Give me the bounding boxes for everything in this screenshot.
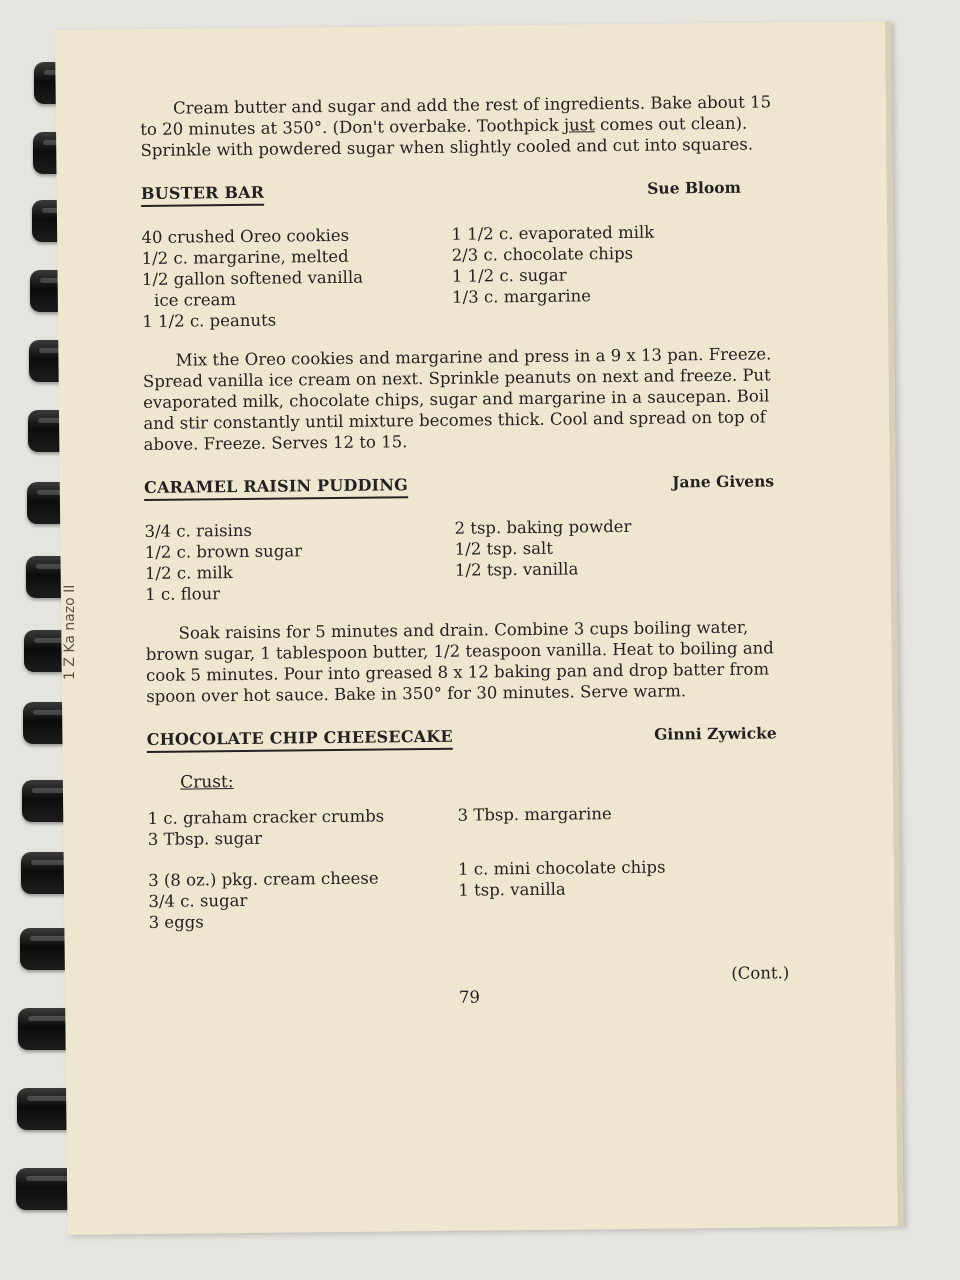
filling-ingredients <box>148 855 789 933</box>
recipe-author: Sue Bloom <box>647 177 742 198</box>
ingredient: 1 1/2 c. peanuts <box>142 310 277 331</box>
crust-subheading: Crust: <box>180 772 234 793</box>
page-number: 79 <box>458 987 481 1007</box>
recipe-header <box>141 176 781 207</box>
ingredient: 3/4 c. sugar <box>148 890 248 911</box>
page-content <box>140 91 790 1011</box>
ingredients-col-2 <box>458 855 779 929</box>
ingredient: 3 (8 oz.) pkg. cream cheese <box>148 868 379 890</box>
recipe-header <box>147 722 787 753</box>
ingredient: 3/4 c. raisins <box>144 520 253 541</box>
crust-ingredients <box>147 801 787 850</box>
ingredient: 3 Tbsp. sugar <box>147 828 263 849</box>
ingredient: 1 tsp. vanilla <box>458 879 566 900</box>
intro-text-b: comes out clean). Sprinkle with powdered sugar when slightly cooled and cut into squares. <box>140 113 754 160</box>
ingredients-col-1 <box>147 805 457 850</box>
ingredient: 1/2 c. brown sugar <box>144 541 303 562</box>
recipe-directions: Soak raisins for 5 minutes and drain. Combine 3 cups boiling water, brown sugar, 1 tablespoon butter, 1/2 teaspoon vanilla. Heat to boiling and cook 5 minutes. Pour into greased 8 x 12 baking pan and drop batter from spoon over hot sauce. Bake in 350° for 30 minutes. Serve warm. <box>145 617 774 706</box>
ingredient: 1 1/2 c. evaporated milk <box>451 222 655 244</box>
ingredients <box>141 220 782 332</box>
ingredient: 2/3 c. chocolate chips <box>451 243 634 265</box>
ingredients <box>144 514 785 605</box>
recipe-header <box>144 470 784 501</box>
ingredient: 1/2 gallon softened vanilla <box>141 267 364 289</box>
recipe-directions: Mix the Oreo cookies and margarine and press in a 9 x 13 pan. Freeze. Spread vanilla ice cream on next. Sprinkle peanuts on next and freeze. Put evaporated milk, chocolate chips, sugar and margarine in a saucepan. Boil and stir constantly until mixture becomes thick. Cool and spread on top of above. Freeze. Serves 12 to 15. <box>142 344 772 454</box>
recipe-title: BUSTER BAR <box>141 182 264 207</box>
ingredient: 2 tsp. baking powder <box>454 516 632 538</box>
recipe-title: CHOCOLATE CHIP CHEESECAKE <box>147 726 453 753</box>
ingredient: 1 c. graham cracker crumbs <box>147 806 385 828</box>
recipe-author: Ginni Zywicke <box>654 723 777 744</box>
ingredient: 1 c. flour <box>145 584 221 604</box>
ingredients-col-2 <box>451 220 772 328</box>
recipe-author: Jane Givens <box>672 471 775 492</box>
ingredient: 1 c. mini chocolate chips <box>457 857 666 879</box>
ingredients-col-1 <box>144 518 455 605</box>
intro-paragraph <box>140 91 781 161</box>
ingredient: 1/2 c. margarine, melted <box>141 246 349 268</box>
ingredient: 1/2 c. milk <box>144 563 233 583</box>
recipe-title: CARAMEL RAISIN PUDDING <box>144 474 408 501</box>
ingredient: 1/2 tsp. salt <box>454 538 554 559</box>
ingredient: 1 1/2 c. sugar <box>451 265 567 286</box>
ingredients-col-1 <box>148 859 459 933</box>
ingredient: ice cream <box>154 290 237 310</box>
continued-note: (Cont.) <box>731 963 790 983</box>
ingredient: 1/3 c. margarine <box>452 286 592 307</box>
ingredients-col-2 <box>454 514 775 601</box>
spine-text: 1 Z Ka nazo II <box>62 584 78 680</box>
ingredient: 40 crushed Oreo cookies <box>141 225 350 247</box>
ingredients-col-2 <box>457 801 777 846</box>
ingredient: 1/2 tsp. vanilla <box>454 559 579 580</box>
ingredients-col-1 <box>141 224 452 332</box>
intro-underlined: just <box>563 115 595 135</box>
ingredient: 3 Tbsp. margarine <box>457 804 612 825</box>
intro-text-a: Cream butter and sugar and add the rest of ingredients. Bake about 15 to 20 minutes at 350°. (Don't overbake. Toothpick <box>140 92 772 139</box>
ingredient: 3 eggs <box>148 912 204 932</box>
